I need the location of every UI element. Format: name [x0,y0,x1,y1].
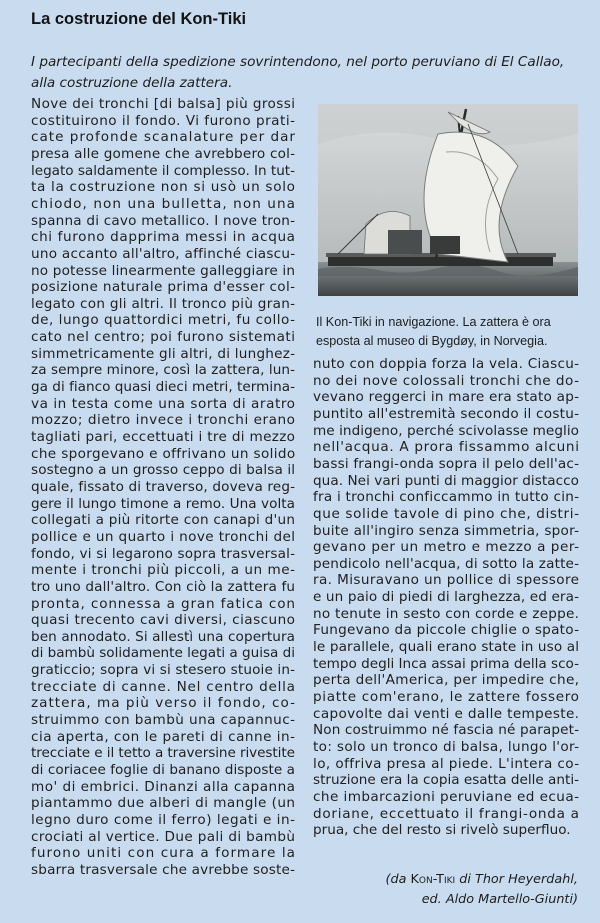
text-line: mente i tronchi più piccoli, a un me- [31,562,296,579]
source-author: di Thor Heyerdahl, [455,872,578,887]
text-line: no tenute in sesto con corde e zeppe. [313,605,580,622]
caption-line: Il Kon-Tiki in navigazione. La zattera è ora [316,315,551,329]
text-line: quasi trecento cavi diversi, ciascuno [31,612,296,629]
text-line: no potesse linearmente galleggiare in [31,262,296,279]
text-line: struimmo con bambù una capannuc- [31,712,296,729]
text-line: capovolte dai venti e dalle tempeste. [313,705,580,722]
text-line: que solide tavole di pino che, distri- [313,505,580,522]
text-line: le parallele, quali erano state in uso al [313,639,580,656]
text-line: quale, fissato di traverso, doveva reg- [31,478,296,495]
text-line: de, lungo quattordici metri, fu collo- [31,312,296,329]
text-line: presa alle gomene che avrebbero col- [31,145,296,162]
text-line: pendicolo nell'acqua, di sotto la zatte- [313,555,580,572]
intro-line: I partecipanti della spedizione sovrintendono, nel porto peruviano di El Callao, [31,54,565,70]
text-line: me indigeno, perché scivolasse meglio [313,422,580,439]
text-line: to: solo un tronco di balsa, lungo l'or- [313,738,580,755]
intro-line: alla costruzione della zattera. [31,75,233,91]
text-line: legato saldamente il complesso. In tut- [31,162,295,179]
caption-line: esposta al museo di Bygdøy, in Norvegia. [316,334,548,348]
text-line: che imbarcazioni peruviane ed ecua- [313,788,580,805]
text-line: ben annodato. Si allestì una copertura [31,628,296,645]
text-line: struzione era la copia esatta delle anti- [313,772,579,789]
text-line: legato con gli altri. Il tronco più gran- [31,295,296,312]
text-line: e un paio di piedi di larghezza, ed era- [313,589,580,606]
text-line: gere il lungo timone a remo. Una volta [31,495,296,512]
source-book-title: Kon-Tiki [410,872,456,887]
text-line: furono uniti con cura a formare la [31,845,297,862]
text-line: che sporgevano e offrivano un solido [31,445,296,462]
text-line: no dei nove colossali tronchi che do- [313,372,580,389]
text-line: lo, offriva presa al piede. L'intera co- [313,755,580,772]
text-line: nell'acqua. A prora fissammo alcuni [313,439,580,456]
source-line [385,872,578,887]
text-line: prua, che del resto si rivelò superfluo. [313,822,571,839]
text-line: chi furono dapprima messi in acqua [31,229,296,246]
text-line: Fungevano da piccole chiglie o spato- [313,622,580,639]
text-line: pronta, connessa a gran fatica con [31,595,296,612]
text-line: legno duro come il ferro) legati e in- [31,811,296,828]
text-line: cato nel centro; poi furono sistemati [31,329,296,346]
text-line: bassi frangi-onda sopra il pelo dell'ac- [313,455,580,472]
text-line: fra i tronchi conficcammo in tutto cin- [313,489,580,506]
source-publisher: ed. Aldo Martello-Giunti) [421,892,578,907]
text-line: spanna di cavo metallico. I nove tron- [31,212,296,229]
text-line: Nove dei tronchi [di balsa] più grossi [31,96,296,112]
text-line: tempo degli Inca assai prima della sco- [313,655,579,672]
article-title: La costruzione del Kon-Tiki [31,10,247,28]
text-line: di coriacee foglie di banano disposte a [31,762,296,778]
text-line: vevano reggerci in mare era stato ap- [313,389,580,406]
raft-illustration [318,104,578,296]
text-line: ra. Misuravano un pollice di spessore [313,572,580,589]
text-line: zattera, ma più verso il fondo, co- [31,695,296,712]
text-line: simmetricamente gli altri, di lunghez- [31,345,296,362]
text-line: posizione naturale prima d'esser col- [31,279,296,296]
text-line: cate profonde scanalature per dar [31,129,296,146]
text-line: piantammo due alberi di mangle (un [31,795,296,812]
text-line: ta la costruzione non si usò un solo [31,179,296,196]
text-line: cia aperta, con le pareti di canne in- [31,728,296,745]
text-line: Non costruimmo né fascia né parapet- [313,722,580,739]
text-line: sostegno a un grosso ceppo di balsa il [31,462,296,479]
kon-tiki-photo [318,104,578,296]
text-line: fondo, vi si legarono sopra trasversal- [31,545,296,562]
text-line: tro uno dall'altro. Con ciò la zattera fu [31,578,296,595]
text-line: uno accanto all'altro, affinché ciascu- [31,245,296,262]
text-line: mo' di embrici. Dinanzi alla capanna [31,778,296,795]
text-line: collegati a più ritorte con canapi d'un [31,512,296,529]
source-open: (da [385,872,411,887]
text-line: mozzo; dietro invece i tronchi erano [31,412,296,429]
text-line: gevano per un metro e mezzo a per- [313,539,580,556]
text-line: crociati al vertice. Due pali di bambù [31,828,296,845]
text-line: ga di fianco quasi dieci metri, termina- [31,379,296,396]
text-line: buite all'ingiro senza simmetria, spor- [313,522,580,539]
text-line: pollice e un quarto i nove tronchi del [31,528,296,545]
text-line: perta dell'America, per impedire che, [313,672,580,689]
text-line: va in testa come una sorta di aratro [31,395,296,412]
text-line: puntito all'estremità secondo il costu- [313,405,580,422]
text-line: trecciate e il tetto a traversine rivestite [31,745,295,762]
text-line: di bambù solidamente legati a guisa di [31,645,295,662]
intro-paragraph [31,52,591,94]
text-line: tagliati pari, eccettuati i tre di mezzo [31,429,296,445]
text-line: qua. Nei vari punti di maggior distacco [313,472,580,489]
text-line: chiodo, non una bulletta, non una [31,195,297,212]
text-line: nuto con doppia forza la vela. Ciascu- [313,356,580,372]
text-line: graticcio; sopra vi si stesero stuoie in- [31,662,296,679]
text-line: costituirono il fondo. Vi furono prati- [31,112,296,129]
text-line: piatte com'erano, le zattere fossero [313,689,580,705]
text-line: trecciate di canne. Nel centro della [31,678,296,695]
text-line: doriane, eccettuato il frangi-onda a [313,805,580,822]
text-line: sbarra trasversale che avrebbe soste- [31,861,296,878]
text-line: za sempre minore, così la zattera, lun- [31,362,296,379]
